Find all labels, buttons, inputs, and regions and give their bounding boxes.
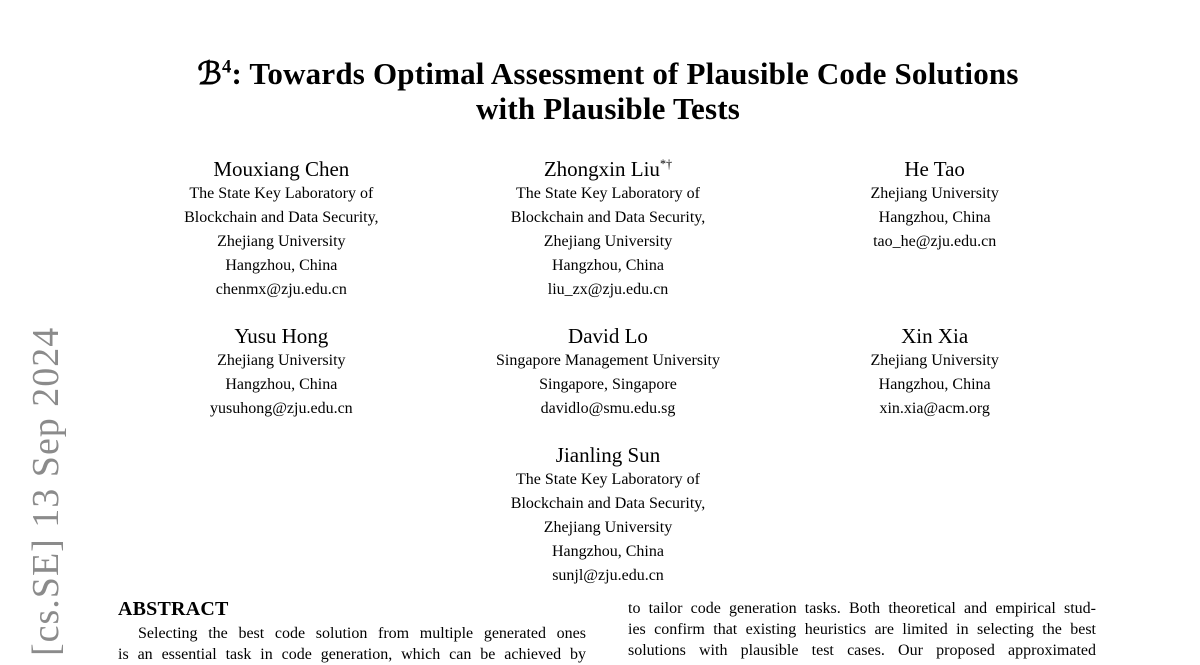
author-email: xin.xia@acm.org [879, 400, 990, 418]
authors-section [118, 152, 1098, 588]
author-block-yusu-hong [118, 319, 445, 421]
author-block-mouxiang-chen [118, 152, 445, 302]
author-name [118, 152, 445, 182]
author-affiliation-line: Blockchain and Data Security, [510, 495, 706, 513]
arxiv-sidebar-label: [cs.SE] 13 Sep 2024 [25, 326, 67, 656]
title-rest: : Towards Optimal Assessment of Plausible Code Solutions [231, 56, 1019, 92]
author-name-text: He Tao [904, 157, 965, 182]
author-affiliation-line: The State Key Laboratory of [516, 471, 700, 489]
author-email: tao_he@zju.edu.cn [873, 233, 997, 251]
abstract-heading: ABSTRACT [118, 598, 229, 621]
author-name-text: Yusu Hong [234, 324, 329, 349]
title-superscript: 4 [221, 57, 232, 78]
paper-title-line1 [197, 56, 1018, 91]
author-name-text: Xin Xia [901, 324, 969, 349]
author-affiliation-line: Blockchain and Data Security, [184, 209, 379, 227]
author-affiliation-line: Hangzhou, China [878, 209, 991, 227]
author-name [771, 319, 1098, 349]
author-affiliation-line: Zhejiang University [870, 185, 999, 203]
author-block-he-tao [771, 152, 1098, 254]
author-name-text: Jianling Sun [555, 443, 661, 468]
author-name [118, 319, 445, 349]
author-name [445, 319, 772, 349]
author-email: yusuhong@zju.edu.cn [209, 400, 353, 418]
author-email: davidlo@smu.edu.sg [540, 400, 676, 418]
author-name [445, 152, 772, 182]
author-email: liu_zx@zju.edu.cn [547, 281, 669, 299]
abstract-text-line: Selecting the best code solution from multiple generated ones [138, 625, 586, 643]
author-name [445, 438, 772, 468]
paper-title [118, 0, 1098, 126]
author-block-david-lo [445, 319, 772, 421]
author-block-jianling-sun [445, 438, 772, 588]
author-block-xin-xia [771, 319, 1098, 421]
author-name-text: Mouxiang Chen [213, 157, 350, 182]
author-affiliation-line: Hangzhou, China [878, 376, 991, 394]
author-email: chenmx@zju.edu.cn [215, 281, 347, 299]
author-affiliation-line: Hangzhou, China [225, 257, 338, 275]
author-affiliation-line: The State Key Laboratory of [189, 185, 374, 203]
body-text-line: to tailor code generation tasks. Both theoretical and empirical stud- [628, 600, 1096, 618]
two-column-body [118, 598, 1098, 665]
author-affiliation-line: Zhejiang University [217, 352, 346, 370]
author-affiliation-line: Singapore, Singapore [539, 376, 677, 394]
author-block-zhongxin-liu [445, 152, 772, 302]
abstract-text-line: is an essential task in code generation, which can be achieved by [118, 646, 586, 664]
author-name [771, 152, 1098, 182]
title-script-b: ℬ [197, 56, 222, 92]
author-affiliation-line: Blockchain and Data Security, [510, 209, 706, 227]
author-email: sunjl@zju.edu.cn [552, 567, 664, 585]
paper-title-line2: with Plausible Tests [475, 91, 741, 127]
author-name-text: David Lo [568, 324, 648, 349]
author-affiliation-line: Zhejiang University [543, 233, 673, 251]
author-affiliation-line: Zhejiang University [217, 233, 346, 251]
author-affiliation-line: Hangzhou, China [552, 543, 664, 561]
left-column [118, 598, 586, 665]
right-column [628, 598, 1096, 665]
body-text-line: solutions with plausible test cases. Our proposed approximated [628, 642, 1096, 660]
author-affiliation-line: Hangzhou, China [225, 376, 338, 394]
author-footnote-marks: *† [659, 157, 673, 172]
author-affiliation-line: Zhejiang University [543, 519, 673, 537]
author-name-text: Zhongxin Liu [543, 157, 660, 182]
author-affiliation-line: Singapore Management University [496, 352, 720, 370]
body-text-line: ies confirm that existing heuristics are limited in selecting the best [628, 621, 1096, 639]
author-affiliation-line: The State Key Laboratory of [516, 185, 700, 203]
author-affiliation-line: Zhejiang University [870, 352, 999, 370]
author-affiliation-line: Hangzhou, China [552, 257, 664, 275]
paper-content [118, 0, 1098, 665]
